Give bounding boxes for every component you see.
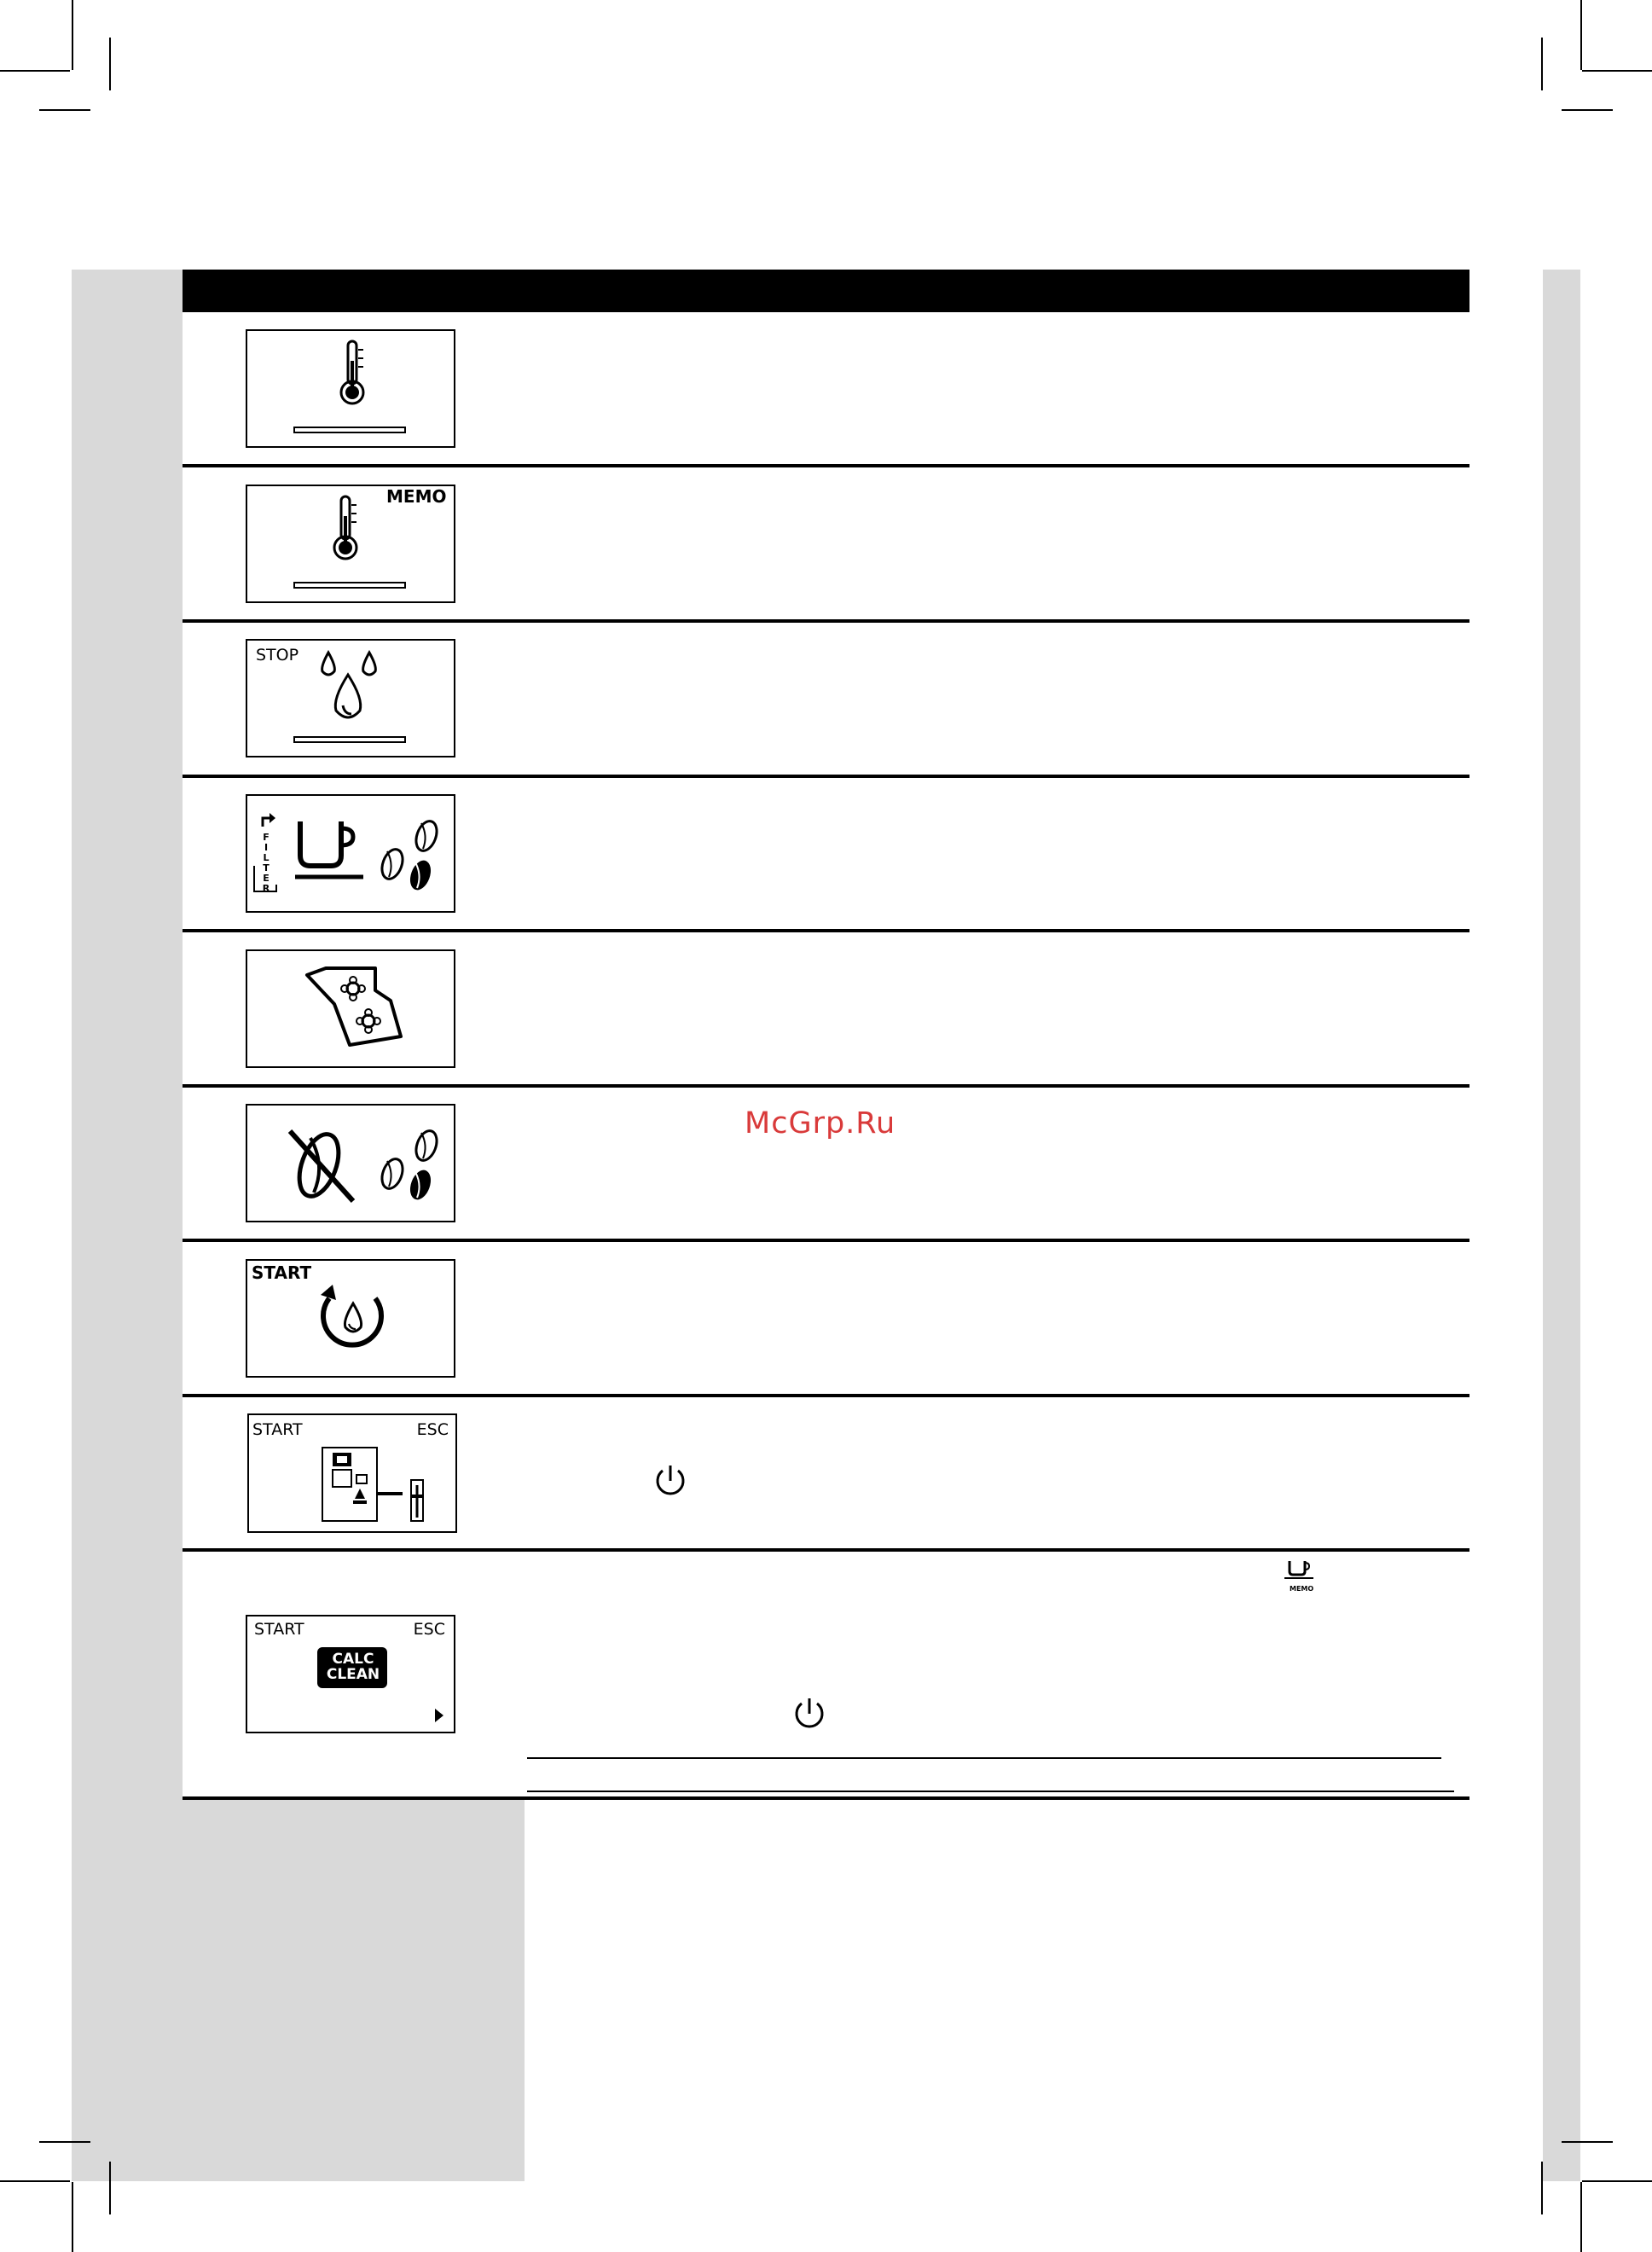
memo-label: MEMO [386, 486, 447, 507]
display-heating [246, 329, 455, 448]
svg-text:T: T [263, 862, 270, 874]
svg-text:R: R [262, 883, 270, 894]
row-divider [183, 464, 1469, 467]
display-brew-group [246, 949, 455, 1068]
cup-beans-icon [247, 796, 455, 913]
display-stop-water [246, 639, 455, 757]
text-rule [527, 1757, 1441, 1759]
start-label: START [254, 1620, 304, 1639]
left-gray-band-lower [72, 1800, 183, 2181]
power-icon [792, 1695, 826, 1731]
table-header-bar [183, 270, 1469, 312]
memo-cup-icon [1281, 1559, 1317, 1587]
watermark: McGrp.Ru [745, 1106, 896, 1141]
display-start-rinse [246, 1259, 455, 1378]
svg-text:F: F [263, 832, 270, 843]
crossed-bean-icon [247, 1106, 455, 1222]
svg-text:L: L [263, 852, 270, 863]
start-label: START [252, 1262, 312, 1283]
esc-label: ESC [413, 1620, 445, 1639]
clean-label: CLEAN [326, 1666, 380, 1683]
calc-label: CALC [332, 1651, 374, 1668]
memo-cup-label: MEMO [1290, 1585, 1314, 1593]
display-start-esc-machine [247, 1413, 457, 1533]
display-no-beans [246, 1104, 455, 1222]
row-divider [183, 775, 1469, 778]
brew-group-icon [247, 951, 455, 1068]
right-gray-band [1543, 270, 1580, 2181]
stop-label: STOP [256, 646, 299, 665]
row-divider [183, 1548, 1469, 1552]
row-divider [183, 1394, 1469, 1397]
bottom-left-gray-block [183, 1800, 525, 2181]
svg-text:E: E [263, 873, 270, 884]
display-start-esc-calc [246, 1615, 455, 1733]
display-filter-coffee [246, 794, 455, 913]
row-divider [183, 619, 1469, 623]
power-icon [653, 1462, 687, 1498]
left-gray-band [72, 270, 183, 1800]
esc-label: ESC [416, 1420, 449, 1439]
text-rule [527, 1791, 1454, 1792]
row-divider [183, 1084, 1469, 1088]
row-divider [183, 929, 1469, 932]
start-label: START [252, 1420, 303, 1439]
svg-text:I: I [264, 842, 269, 853]
thermometer-icon [247, 331, 455, 448]
display-heating-memo [246, 485, 455, 603]
row-divider [183, 1239, 1469, 1242]
row-divider [183, 1796, 1469, 1800]
